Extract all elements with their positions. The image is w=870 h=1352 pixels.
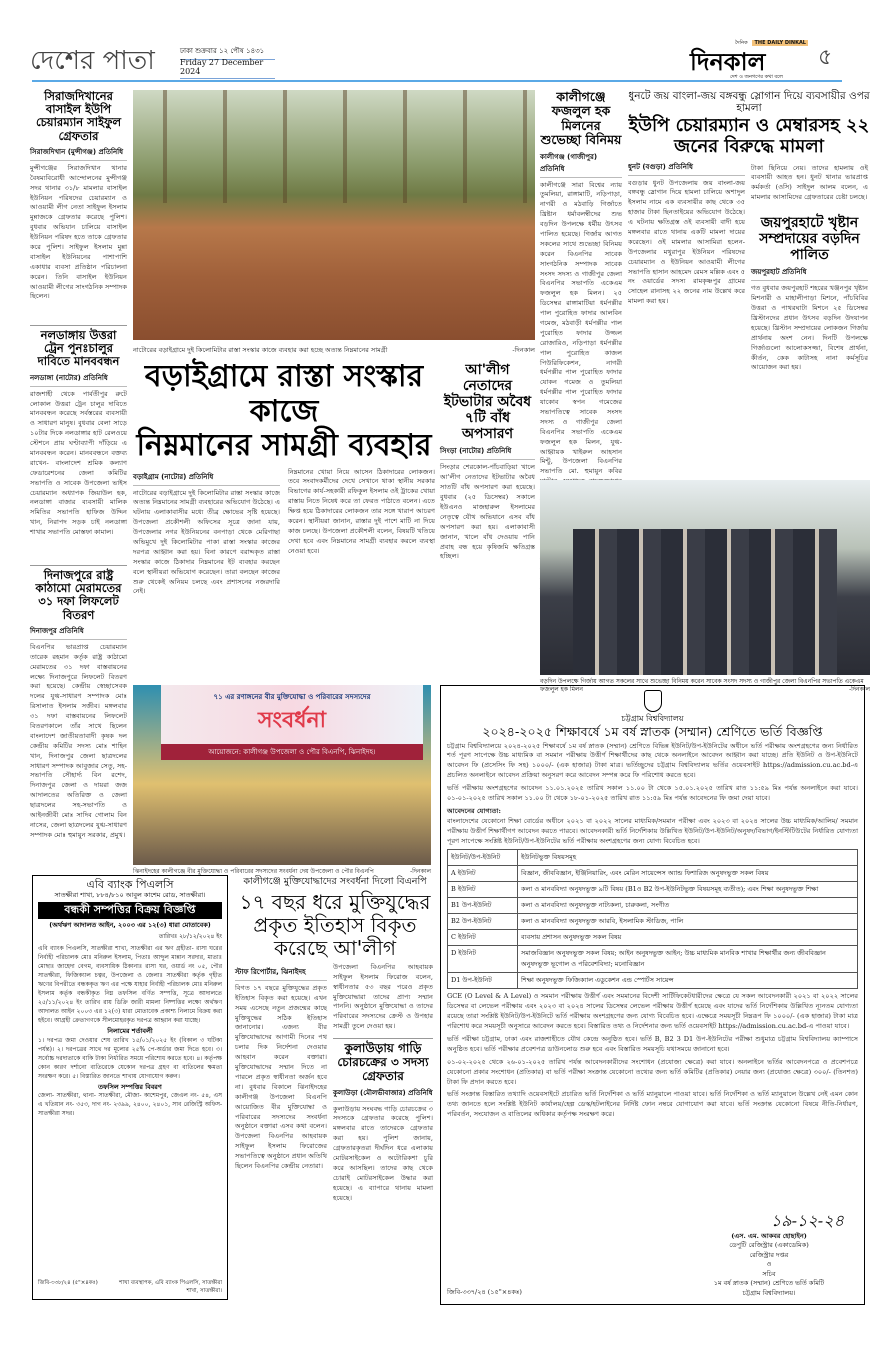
notice-title: বন্ধকী সম্পত্তির বিক্রয় বিজ্ঞপ্তি [38, 902, 222, 919]
byline: কালীগঞ্জ (গাজীপুর) প্রতিনিধি [540, 151, 622, 178]
story-dhunat [628, 90, 870, 475]
byline: জয়পুরহাট প্রতিনিধি [751, 266, 868, 281]
headline: ইউপি চেয়ারম্যান ও মেম্বারসহ ২২ জনের বিরুদ্ধে মামলা [628, 115, 870, 157]
signature-block [694, 1209, 844, 1298]
table-row [448, 973, 858, 989]
ad-sign: শাখা ব্যবস্থাপক, এবি ব্যাংক পিএলসি, সাতক্ষীরা শাখা, সাতক্ষীরা। [119, 1280, 222, 1294]
story-kaliganj-bnp [235, 877, 435, 1302]
caption-text: নাটোরের বড়াইগ্রামে দুই কিলোমিটার রাস্তা সংস্কার কাজে ব্যবহার করা হচ্ছে অত্যন্ত নিম্নমানের সামগ্রী [133, 346, 388, 354]
story-sirajdikhan [30, 90, 127, 320]
para-3-head: আবেদনের যোগ্যতা: [447, 806, 501, 815]
body: মুন্সীগঞ্জের সিরাজদিখান থানার বৈষম্যবিরোধী আন্দোলনের মুন্সীগঞ্জ সদর থানার ৩১/৮ মামলার বাসাইল ইউনিয়ন পরিষদের চেয়ারম্যান ও আওয়ামী লীগ নেতা সাইফুল ইসলাম মুন্নাজকে গ্রেফতার করেছে পুলিশ। বুধবার অভিযান চালিয়ে বাসাইল ইউনিয়ন পরিষদ হতে তাকে গ্রেফতার করে পুলিশ। সাইফুল ইসলাম মুন্না বাসাইল ইউনিয়নের পাশাপাশি একাধার ব্যবসা প্রতিষ্ঠান পরিচালনা করেন। তিনি বাসাইল ইউনিয়ন আওয়ামী লীগের সাংগঠনিক সম্পাদক ছিলেন। [30, 163, 127, 301]
para-1: চট্টগ্রাম বিশ্ববিদ্যালয়ে ২০২৪-২০২৫ শিক্ষাবর্ষে ১ম বর্ষ স্নাতক (সম্মান) শ্রেণিতে বিভিন্ন ইউনিট/উপ-ইউনিটের অধীনে ভর্তি পরীক্ষায় অংশগ্রহণের জন্য নির্ধারিত শর্ত পূরণ সাপেক্ষে উচ্চ মাধ্যমিক বা সমমান পরীক্ষায় উত্তীর্ণ শিক্ষার্থীদের কাছ থেকে অনলাইনে আবেদন আহ্বান করা যাচ্ছে। প্রতি ইউনিট ও উপ-ইউনিটে আবেদন ফি (প্রসেসিং ফি সহ) ১০০০/- (এক হাজার) টাকা মাত্র। ভর্তিচ্ছুদের চট্টগ্রাম বিশ্ববিদ্যালয় ভর্তির ওয়েবসাইট https://admission.cu.ac.bd-এ প্রচলিত অনলাইনে আবেদন প্রক্রিয়া অনুসরণ করে আবেদন সম্পন্ন করে ফি পরিশোধ করতে হবে। [447, 741, 858, 780]
byline: নলডাঙ্গা (নাটোর) প্রতিনিধি [30, 372, 127, 387]
body-col-1: বগুড়ার ধুনট উপজেলায় জয় বাংলা-জয় বঙ্গবন্ধু স্লোগান দিয়ে হামলা চালিয়ে অশাদুল ইসলাম নামে এক ব্যবসায়ীর কাছ থেকে ৩৫ হাজার টাকা ছিনতাইয়ের অভিযোগ উঠেছে। এ ঘটনায় ক্ষতিগ্রস্ত ওই ব্যবসায়ী বাদী হয়ে মঙ্গলবার রাতে থানায় একটি মামলা দায়ের করেছেন। ওই মামলার আসামিরা হলেন- উপজেলার মথুরাপুর ইউনিয়ন পরিষদের চেয়ারম্যান ও ইউনিয়ন আওয়ামী লীগের সভাপতি হাসান আহমেদ রেমস মল্লিক এবং ৫ নং ওয়ার্ডের সদস্য রামকৃষ্ণপুর গ্রামের সোহেল রানাসহ ২২ জনের নাম উল্লেখ করে মামলা করা হয়। [628, 178, 745, 306]
table-cell: B2 উপ-ইউনিট [448, 914, 518, 930]
schedule: জেলা- সাতক্ষীরা, থানা- সাতক্ষীরা, মৌজা- কাশেমপুর, জেএল নং- ৫৪, এস এ খতিয়ান নং- ৩৫৩, দাগ নং- ২৩৯৯, ২৪০০, ২৪০১, সাব রেজিস্ট্রি অফিস- সাতক্ষীরা সদর। [38, 1092, 222, 1118]
banner-big: সংবর্ধনা [257, 708, 327, 733]
ad-ref: জিবি-৩৩৭/২৪ (১৫"×৪কঃ) [447, 1288, 522, 1296]
headline: আ'লীগ নেতাদের ইটভাটার অবৈধ ৭টি বাঁধ অপসারণ [443, 362, 532, 443]
headline: নলডাঙ্গায় উত্তরা ট্রেন পুনঃচালুর দাবিতে মানববন্ধন [37, 328, 120, 369]
table-cell: ইউনিটভুক্ত বিষয়সমূহ [518, 850, 858, 866]
byline: স্টাফ রিপোর্টার, ঝিনাইদহ [235, 966, 327, 981]
bank-branch: সাতক্ষীরা শাখা, ৮৮৪/৮১০ আবুল কাশেম রোড, সাতক্ষীরা। [54, 890, 206, 899]
table-row [448, 946, 858, 973]
table-cell: B1 উপ-ইউনিট [448, 898, 518, 914]
story-joypurhat [751, 215, 868, 373]
table-row [448, 898, 858, 914]
notice-title: ২০২৪-২০২৫ শিক্ষাবর্ষে ১ম বর্ষ স্নাতক (সম্মান) শ্রেণিতে ভর্তি বিজ্ঞপ্তি [482, 724, 823, 740]
body: রাজশাহী থেকে পার্বতীপুর রুটে লোকাল উত্তরা ট্রেন চালুর দাবিতে মানববন্ধন করেছে সর্বস্তরের ব্যবসায়ী ও সাধারণ মানুষ। বুধবার বেলা সাড়ে ১০টার দিকে নলডাঙ্গার হাট রেলওয়ে স্টেশনে প্রায় ঘণ্টাব্যাপী দাঁড়িয়ে এ মানববন্ধন করেন। মানববন্ধনে বক্তব্য রাখেন- বাংলাদেশ শ্রমিক কল্যাণ ফেডারেশনের জেলা কমিটির সভাপতি ও সাবেক উপজেলা ভাইস চেয়ারম্যান অধ্যাপক জিয়াউল হক, নলডাঙ্গা বাজার ব্যবসায়ী মালিক সমিতির সভাপতি হাফিজ উদ্দিন খান, নিরাপদ সড়ক চাই নলডাঙ্গা শাখার সভাপতি মোস্তফা কামাল। [30, 389, 127, 537]
signer-secretary: সচিব [762, 1269, 776, 1278]
byline: বড়াইগ্রাম (নাটোর) প্রতিনিধি [133, 471, 280, 486]
table-cell: A ইউনিট [448, 866, 518, 882]
masthead-logo [690, 38, 810, 82]
body: বিএনপির ভারপ্রাপ্ত চেয়ারম্যান তারেক রহমান কর্তৃক রাষ্ট্র কাঠামো মেরামতের ৩১ দফা বাস্তবায়নের লক্ষ্যে দিনাজপুরে লিফলেট বিতরণ করা হয়েছে। কেন্দ্রীয় স্বেচ্ছাসেবক দলের যুগ্ম-সাধারণ সম্পাদক মোঃ রিসালাত ইসলাম সজীব। মঙ্গলবার ৩১ দফা বাস্তবায়নের লিফলেট বিতরণকালে তাঁর সাথে ছিলেন বাংলাদেশ জাতীয়তাবাদী কৃষক দল কেন্দ্রীয় কমিটির সদস্য মোঃ শাহিন খান, দিনাজপুর জেলা ছাত্রদলের সাধারণ সম্পাদক আবুজার সেতু, সহ-সভাপতি সৌহার্দ্য বিন রশেদ, দিনাজপুর জেলা ও দায়রা জজ আদালতের অতিরিক্ত ও জেলা ছাত্রদলের সহ-সভাপতি ও আইনজীবী মোঃ সাদিব গোলাম বিন নাসের, জেলা ছাত্রদলের যুগ্ম-সাধারণ সম্পাদক মোঃ হুমায়ুন সরকার, প্রমুখ। [30, 642, 127, 839]
story-kaliganj-milon [540, 90, 622, 475]
byline: সিংড়া (নাটোর) প্রতিনিধি [440, 445, 535, 460]
caption-credit: -দিনকাল [849, 685, 870, 693]
signer-name: (এস. এম. আকবর হোছাইন) [731, 1232, 807, 1241]
table-cell: ইউনিট/উপ-ইউনিট [448, 850, 518, 866]
body-col-2: নিম্নমানের খোয়া নিয়ে আসেন ঠিকাদারের লোকজন। তবে সংবাদকর্মীদের দেখে সেখানে থাকা স্থানীয় সরকার বিভাগের কার্য-সহকারী রফিকুল ইসলাম ওই ট্রাকের খোয়া রাস্তায় নিতে নিষেধ করে তা ফেরত পাঠাতে বলেন। এতে ক্ষিপ্ত হয়ে ঠিকাদারের লোকজন তার সঙ্গে খারাপ আচরণ করেন। স্থানীয়রা জানান, রাস্তার দুই পাশে মাটি না দিয়ে কাজ চলছে। উপজেলা প্রকৌশলী বলেন, বিষয়টি খতিয়ে দেখা হবে এবং নিম্নমানের সামগ্রী ব্যবহার করলে ব্যবস্থা নেওয়া হবে। [288, 467, 435, 555]
cu-crest-icon [644, 690, 662, 712]
notice-sub: (অর্থঋণ আদালত আইন, ২০০৩ এর ১২(৩) ধারা মোতাবেক) [49, 920, 211, 929]
table-row [448, 930, 858, 946]
story-naldanga [30, 325, 127, 560]
byline: সিরাজদিখান (মুন্সীগঞ্জ) প্রতিনিধি [30, 146, 127, 161]
body-col-1: বিগত ১৭ বছরে মুক্তিযুদ্ধের প্রকৃত ইতিহাস বিকৃত করা হয়েছে। এখন সময় এসেছে নতুন প্রজন্মের কাছে মুক্তিযুদ্ধের সঠিক ইতিহাস জানানোর। এজন্য বীর মুক্তিযোদ্ধাদের আগামী দিনের পথ চলার দিক নির্দেশনা দেওয়ার আহবান করেন বক্তারা। মুক্তিযোদ্ধাদের সম্মান দিতে না পারলে প্রকৃত স্বাধীনতা অর্জন হবে না। বুধবার বিকালে ঝিনাইদহের কালীগঞ্জ উপজেলা বিএনপি আয়োজিত বীর মুক্তিযোদ্ধা ও পরিবারের সদস্যদের সংবর্ধনা অনুষ্ঠানে বক্তারা এসব কথা বলেন। উপজেলা বিএনপির আহবায়ক সাইফুল ইসলাম ফিরোজের সভাপতিত্বে অনুষ্ঠানে প্রধান অতিথি ছিলেন বিএনপির কেন্দ্রীয় নেতারা। [235, 983, 327, 1170]
table-cell: ব্যবসায় প্রশাসন অনুষদভুক্ত সকল বিষয় [518, 930, 858, 946]
cu-admission-notice [440, 685, 865, 1305]
unit-table [447, 849, 858, 989]
caption-text: বড়দিন উপলক্ষে গির্জায় আগত সকলের সাথে শুভেচ্ছা বিনিময় করেন সাবেক সংসদ সদস্য ও গাজীপুর জেলা বিএনপির সভাপতি একেএম ফজলুল হক মিলন [540, 678, 864, 693]
table-cell: D1 উপ-ইউনিট [448, 973, 518, 989]
main-headline-1: বড়াইগ্রামে রাস্তা সংস্কার কাজে [144, 359, 424, 429]
story-kulaura [333, 1038, 433, 1203]
body: এবি ব্যাংক পিএলসি, সাতক্ষীরা শাখা, সাতক্ষীরা এর ঋণ গ্রহীতা- রাসা ঘরের নির্বাহী পরিচালক মোঃ মনিরুল ইসলাম, পিতাঃ আব্দুল মান্নান সরদার, মাতাঃ মোছাঃ জাহেদা বেগম, ব্যবসায়িক ঠিকানাঃ রাসা ঘর, ওয়ার্ড নং ০৫, পৌর সাতক্ষীরা, ফিজিক্যাল চত্বর, উপজেলা ও জেলাঃ সাতক্ষীরা কর্তৃক গৃহীত ঋণের বিপরীতে বন্ধককৃত ঋণ এর পক্ষে যাহার নির্বাহী পরিচালক মোঃ মনিরুল ইসলাম কর্তৃক বন্ধকীকৃত নিম্ন তফসিল বর্ণিত সম্পত্তি, সূত্রে আদালতে ২৫/১১/২০২৪ ইং তারিখ রায় ডিক্রি জারী মামলা নিষ্পত্তির লক্ষ্যে অর্থঋণ আদালত আইন ২০০৩ এর ১২(৩) ধারা মোতাবেক প্রকাশ্য নিলামে বিক্রয় করা হইবে। আগ্রহী ক্রেতাগণকে সীলমোহরকৃত দরপত্র আহ্বান করা যাচ্ছে। [38, 945, 222, 1025]
caption-text: ঝিনাইদহের কালীগঞ্জে বীর মুক্তিযোদ্ধা ও পরিবারের সদস্যদের সংবর্ধনা দেয় উপজেলা ও পৌর বিএনপি [133, 868, 374, 875]
para-6: ০১-০২-২০২৫ থেকে ২৬-০১-২০২৫ তারিখ পর্যন্ত আবেদনকারীদের সংশোধন (প্রযোজ্য ক্ষেত্রে) করা যাবে। অনলাইনে ভর্তির আবেদনপত্রে ও প্রবেশপত্রে যেকোনো প্রকার সংশোধন (প্রতিকার) বা ভর্তি পরীক্ষা সংক্রান্ত যেকোনো তথ্যের জন্য ভর্তি কমিটির (প্রতিকার) নেয়ার জন্য (প্রযোজ্য ক্ষেত্রে) ৩০০/- (তিনশত) টাকা ফি প্রদান করতে হবে। [447, 1057, 858, 1086]
table-cell: কলা ও মানববিদ্যা অনুষদভুক্ত আরবি, ইসলামিক স্টাডিজ, পালি [518, 914, 858, 930]
conditions: ১। দরপত্র জমা দেওয়ার শেষ তারিখ ১৫/০১/২০২৫ ইং (বিকাল ৩ ঘটিকা পর্যন্ত)। ২। দরপত্রের সাথে দর মূল্যের ২৫% পে-অর্ডার জমা দিতে হবে। ৩। সর্বোচ্চ দরদাতাকে বাকি টাকা নির্ধারিত সময়ে পরিশোধ করতে হবে। ৪। কর্তৃপক্ষ কোন কারণ দর্শানো ব্যতিরেকে যেকোন দরপত্র গ্রহণ বা বাতিলের ক্ষমতা সংরক্ষণ করে। ৫। বিস্তারিত জানতে শাখায় যোগাযোগ করুন। [38, 1036, 222, 1080]
table-cell: D ইউনিট [448, 946, 518, 973]
signer-university: চট্টগ্রাম বিশ্ববিদ্যালয়। [742, 1288, 796, 1297]
para-3: বাংলাদেশের যেকোনো শিক্ষা বোর্ডের অধীনে ২০২১ বা ২০২২ সালের মাধ্যমিক/সমমান পরীক্ষা এবং ২০২৩ বা ২০২৪ সালের উচ্চ মাধ্যমিক/আলিম/ সমমান পরীক্ষায় উত্তীর্ণ শিক্ষার্থীগণ আবেদন করতে পারবে। আবেদনকারী ভর্তি নির্দেশিকায় উল্লিখিত ইউনিট/উপ-ইউনিট/অনুষদ/বিভাগ/ইনস্টিটিউটের নির্ধারিত যোগ্যতা পূরণ সাপেক্ষে সংশ্লিষ্ট ইউনিট/উপ-ইউনিটের ভর্তি পরীক্ষায় অংশগ্রহণের জন্য যোগ্য বিবেচিত হবে। [447, 816, 858, 845]
table-header [448, 850, 858, 866]
body-col-1: নাটোরের বড়াইগ্রামে দুই কিলোমিটার রাস্তা সংস্কার কাজে অত্যন্ত নিম্নমানের সামগ্রী ব্যবহারের অভিযোগ উঠেছে। এ ঘটনায় এলাকাবাসীর মধ্যে তীব্র ক্ষোভের সৃষ্টি হয়েছে। উপজেলা প্রকৌশলী অফিসের সূত্রে জানা যায়, উপজেলার নগর ইউনিয়নের বনপাড়া থেকে মেরিগাছা অভিমুখে দুই কিলোমিটার পাকা রাস্তা সংস্কার কাজের দরপত্র আহ্বান করা হয়। বিনা কারণে বরাদ্দকৃত রাস্তা সংস্কার কাজে ঠিকাদার নিম্নমানের ইট ব্যবহার করছেন বলে স্থানীয়রা অভিযোগ করেছেন। তারা বলছেন কাজের শুরু থেকেই অনিয়ম চলছে এবং প্রশাসনের নজরদারি নেই। [133, 488, 280, 596]
christmas-greeting-photo [540, 480, 870, 675]
table-row [448, 866, 858, 882]
logo-tagline: দেশ ও জনগণের কথা বলে [730, 74, 783, 80]
caption-credit: -দিনকাল [410, 868, 431, 875]
bank-name: এবি ব্যাংক পিএলসি [86, 878, 174, 891]
body-col-2: উপজেলা বিএনপির আহবায়ক সাইফুল ইসলাম ফিরোজ বলেন, স্বাধীনতার ৫৩ বছর পরেও প্রকৃত মুক্তিযোদ্ধারা তাদের প্রাপ্য সম্মান পাননি। অনুষ্ঠানে মুক্তিযোদ্ধা ও তাদের পরিবারের সদস্যদের ক্রেস্ট ও উপহার সামগ্রী তুলে দেওয়া হয়। [333, 962, 433, 1031]
body: কুলাউড়ায় সংঘবদ্ধ গাড়ি চোরচক্রের ৩ সদস্যকে গ্রেফতার করেছে পুলিশ। মঙ্গলবার রাতে তাদেরকে গ্রেফতার করা হয়। পুলিশ জানায়, গ্রেফতারকৃতরা দীর্ঘদিন ধরে এলাকায় মোটরসাইকেল ও অটোরিকশা চুরি করে আসছিল। তাদের কাছ থেকে চোরাই মোটরসাইকেল উদ্ধার করা হয়েছে। এ ব্যাপারে থানায় মামলা হয়েছে। [333, 1104, 433, 1202]
notice-date: তারিখঃ ২৮/১২/২০২৪ ইং [158, 933, 222, 941]
ab-bank-notice [32, 875, 228, 1300]
para-5: ভর্তি পরীক্ষা চট্টগ্রাম, ঢাকা এবং রাজশাহীতে যৌথ কেন্দ্রে অনুষ্ঠিত হবে। ভর্তি B, B2 3 D1 উপ-ইউনিটের পরীক্ষা শুধুমাত্র চট্টগ্রাম বিশ্ববিদ্যালয় ক্যাম্পাসে অনুষ্ঠিত হবে। ভর্তি পরীক্ষার প্রবেশপত্র ডাউনলোড শুরু হবে এবং বিস্তারিত সময়সূচি যথাসময়ে জানানো হবে। [447, 1035, 858, 1053]
story-dinajpur [30, 565, 127, 870]
table-cell: B ইউনিট [448, 882, 518, 898]
table-row [448, 914, 858, 930]
road-photo [133, 90, 535, 340]
story-singra [440, 362, 535, 680]
byline: ধুনট (বগুড়া) প্রতিনিধি [628, 161, 745, 176]
table-cell: বিজ্ঞান, জীববিজ্ঞান, ইঞ্জিনিয়ারিং, এবং মেরিন সায়েন্সেস অ্যান্ড ফিশারিজ অনুষদভুক্ত সকল বিষয় [518, 866, 858, 882]
table-row [448, 882, 858, 898]
headline: সিরাজদিখানের বাসাইল ইউপি চেয়ারম্যান সাইফুল গ্রেফতার [35, 89, 122, 143]
caption-credit: -দিনকাল [512, 346, 535, 354]
body-col-2: টাকা ছিনিয়ে নেয়। তাদের হামলায় ওই ব্যবসায়ী আহত হন। ধুনট থানার ভারপ্রাপ্ত কর্মকর্তা (ওসি) সাইদুল আলম বলেন, এ মামলার আসামিদের গ্রেফতারের চেষ্টা চলছে। [751, 163, 868, 202]
body: কালীগঞ্জে সারা বিশ্বের ন্যায় তুমলিয়া, রাঙ্গামাটি, নড়িপাড়া, নাগরী ও মঠবাড়ি গির্জাতে খ্রিষ্টান ধর্মাবলম্বীদের শুভ বড়দিন উপলক্ষে ধর্মীয় উৎসব পালিত হয়েছে। গির্জায় আগত সকলের সাথে শুভেচ্ছা বিনিময় করেন বিএনপির সাবেক সাংগঠনিক সম্পাদক সাবেক সংসদ সদস্য ও গাজীপুর জেলা বিএনপির সভাপতি একেএম ফজলুল হক মিলন। ২৫ ডিসেম্বর রাঙ্গামাটিয়া ধর্মপল্লীর পাল পুরোহিত ফাদার আলবিন গমেজ, মঠবাড়ী ধর্মপল্লীর পাল পুরোহিত ফাদার উজ্জল রোজারিও, নড়িপাড়া ধর্মপল্লীর পাল পুরোহিত কাজল পিউরিফিকেশন, নাগরী ধর্মপল্লীর পাল পুরোহিত ফাদার যোকন গমেজ ও তুমলিয়া ধর্মপল্লীর পাল পুরোহিত ফাদার যাকোব স্বপন গমেজের সভাপতিত্বে সাবেক সংসদ সদস্য ও গাজীপুর জেলা বিএনপির সভাপতি একেএম ফজলুল হক মিলন, যুগ্ম-আহ্বায়ক খাইরুল আহসান মিন্টু, উপজেলা বিএনপির সভাপতি মো. হুমায়ুন কবির [540, 180, 622, 476]
table-cell: কলা ও মানববিদ্যা অনুষদভুক্ত নাট্যকলা, চারুকলা, সংগীত [518, 898, 858, 914]
ad-ref: জিবি-৩৩৮/২৪ (৫"×৪কঃ) [38, 1280, 98, 1286]
para-7: ভর্তি সংক্রান্ত বিস্তারিত তথ্যাদি ওয়েবসাইটে প্রচারিত ভর্তি নির্দেশিকা ও ভর্তি ম্যানুয়ালে পাওয়া যাবে। ভর্তি নির্দেশিকা ও ভর্তি ম্যানুয়ালে উল্লেখ নেই এমন কোন তথ্য জানতে হলে সংশ্লিষ্ট ইউনিট কার্যালয়/হেল্প ডেস্ক/হটলাইনের নির্দিষ্ট ফোন নম্বরে যোগাযোগ করা যাবে। ভর্তি সংক্রান্ত যেকোনো বিষয়ে নীতি-নির্ধারণ, পরিবর্তন, সংযোজন ও বাতিলের অধিকার কর্তৃপক্ষ সংরক্ষণ করে। [447, 1090, 858, 1119]
logo-small: দৈনিক [735, 40, 748, 46]
para-4: GCE (O Level & A Level) ও সমমান পরীক্ষায় উত্তীর্ণ এবং সমমানের বিদেশী সার্টিফিকেটধারীদের ক্ষেত্রে যে সকল আবেদনকারী ২০২১ বা ২০২২ সালের ডিসেম্বর বা লেভেল পরীক্ষায় এবং ২০২৩ বা ২০২৪ সালের ডিসেম্বর লেভেল পরীক্ষায় উত্তীর্ণ হয়েছে এবং যাদের ভর্তি নির্দেশিকায় উল্লিখিত ন্যূনতম যোগ্যতা রয়েছে তারা সংশ্লিষ্ট ইউনিট/উপ-ইউনিটে ভর্তি পরীক্ষায় অংশগ্রহণের জন্য যোগ্য বিবেচিত হবে। এক্ষেত্রে সময়সূচী নিম্নরূপ ফি ১০০০/- (এক হাজার) টাকা মাত্র পরিশোধ করে সময়সূচী অনুসারে আবেদন করতে হবে। বিস্তারিত তথ্য ও নির্দেশনার জন্য ভর্তি ওয়েবসাইট https://admission.cu.ac.bd-এ পাওয়া যাবে। [447, 992, 858, 1031]
date-en: Friday 27 December 2024 [180, 58, 275, 79]
page-number: ৫ [818, 45, 833, 70]
signature: ১৯-১২-২৪ [770, 1210, 844, 1230]
para-2: ভর্তি পরীক্ষায় অংশগ্রহণের আবেদন ১১.০১.২০২৫ তারিখ সকাল ১১.০০ টা থেকে ১৫.০১.২০২৫ তারিখ রাত ১১:৫৯ মিঃ পর্যন্ত অনলাইনে করা যাবে। ০১-০১-২০২৫ তারিখ সকাল ১১.০০ টা থেকে ১৮-০১-২০২৫ তারিখ রাত ১১:৫৯ মিঃ পর্যন্ত আবেদনের ফি জমা দেয়া যাবে। [447, 784, 858, 803]
kicker: ধুনটে জয় বাংলা-জয় বঙ্গবন্ধু স্লোগান দিয়ে ব্যবসায়ীর ওপর হামলা [628, 90, 870, 115]
banner-top: ৭১ এর রণাঙ্গনের বীর মুক্তিযোদ্ধা ও পরিবারের সদস্যদের [213, 693, 371, 701]
signer-and: ও [766, 1260, 772, 1269]
body: গত বুধবার জয়পুরহাট শহরের খঞ্জনপুর খৃষ্টান মিশনারী ও মাহালীপাড়া মিশনে, পাঁচবিবির উত্তরা ও পাথরঘাটা মিশনে ২৫ ডিসেম্বর খ্রিস্টানদের প্রধান উৎসব বড়দিন উদযাপন হয়েছে। খ্রিস্টান সম্প্রদায়ের লোকজন গির্জায় প্রার্থনায় অংশ নেন। দিনটি উপলক্ষে গির্জাগুলো আলোকসজ্জা, বিশেষ প্রার্থনা, কীর্তন, কেক কাটাসহ নানা কর্মসূচির আয়োজন করা হয়। [751, 284, 868, 372]
table-cell: C ইউনিট [448, 930, 518, 946]
header-rule [32, 80, 842, 82]
date-bn: ঢাকা শুক্রবার ১২ পৌষ ১৪৩১ [180, 45, 275, 60]
table-cell: শিক্ষা অনুষদভুক্ত ফিজিক্যাল এডুকেশন এন্ড স্পোর্টস সায়েন্স [518, 973, 858, 989]
felicitation-photo [133, 685, 431, 865]
table-cell: কলা ও মানববিদ্যা অনুষদভুক্ত ৯টি বিষয় (B1ও B2 উপ-ইউনিটভুক্ত বিষয়সমূহ ব্যতীত); এবং শিক্ষা অনুষদভুক্ত শিক্ষা [518, 882, 858, 898]
logo-en: THE DAILY DINKAL [754, 40, 806, 46]
signer-title: ডেপুটি রেজিস্ট্রার (একাডেমিক) [729, 1241, 809, 1250]
headline: ১৭ বছর ধরে মুক্তিযুদ্ধের প্রকৃত ইতিহাস বিকৃত করেছে আ'লীগ [239, 889, 431, 960]
headline: জয়পুরহাটে খৃষ্টান সম্প্রদায়ের বড়দিন পালিত [759, 215, 860, 264]
kicker: কালীগঞ্জে মুক্তিযোদ্ধাদের সংবর্ধনা দিলো বিএনপি [243, 876, 427, 887]
body: সিংড়ার শেরকোল-পাঁচবাড়িয়া খালে আ'লীগ নেতাদের ইটভাটার অবৈধ সাতটি বাঁধ অপসারণ করা হয়েছে। বুধবার (২৫ ডিসেম্বর) সকালে ইউএনও মাজহারুল ইসলামের নেতৃত্বে যৌথ অভিযানে এসব বাঁধ অপসারণ করা হয়। এলাকাবাসী জানান, খালে বাঁধ দেওয়ায় পানি প্রবাহ বন্ধ হয়ে কৃষিজমি ক্ষতিগ্রস্ত হচ্ছিল। [440, 463, 535, 561]
banner [161, 685, 423, 760]
headline: কালীগঞ্জে ফজলুল হক মিলনের শুভেচ্ছা বিনিময় [540, 89, 622, 148]
road-photo-caption [133, 345, 535, 355]
table-cell: সমাজবিজ্ঞান অনুষদভুক্ত সকল বিষয়; আইন অনুষদভুক্ত আইন; উচ্চ মাধ্যমিক মানবিক শাখার শিক্ষার্থীর জন্য জীববিজ্ঞান অনুষদভুক্ত ভূগোল ও পরিবেশবিদ্যা; মনোবিজ্ঞান [518, 946, 858, 973]
conditions-head: নিলামের শর্তাবলী [107, 1027, 153, 1036]
main-headline-2: নিম্নমানের সামগ্রী ব্যবহার [136, 428, 432, 463]
banner-bottom: আয়োজনে: কালীগঞ্জ উপজেলা ও পৌর বিএনপি, ঝিনাইদহ। [161, 744, 423, 760]
main-story [133, 360, 435, 680]
signer-office: রেজিস্ট্রার দপ্তর [749, 1250, 789, 1259]
logo-text: দিনকাল [690, 48, 766, 76]
schedule-head: তফসিল সম্পত্তির বিবরণ [98, 1082, 162, 1091]
section-title: দেশের পাতা [30, 46, 155, 76]
byline: কুলাউড়া (মৌলভীবাজার) প্রতিনিধি [333, 1087, 433, 1102]
org-name: চট্টগ্রাম বিশ্ববিদ্যালয় [621, 714, 684, 723]
byline: দিনাজপুর প্রতিনিধি [30, 625, 127, 640]
headline: দিনাজপুরে রাষ্ট্র কাঠামো মেরামতের ৩১ দফা লিফলেট বিতরণ [35, 568, 122, 622]
signer-committee: ১ম বর্ষ স্নাতক (সম্মান) শ্রেণিতে ভর্তি কমিটি [713, 1279, 825, 1288]
headline: কুলাউড়ায় গাড়ি চোরচক্রের ৩ সদস্য গ্রেফতার [337, 1041, 429, 1083]
